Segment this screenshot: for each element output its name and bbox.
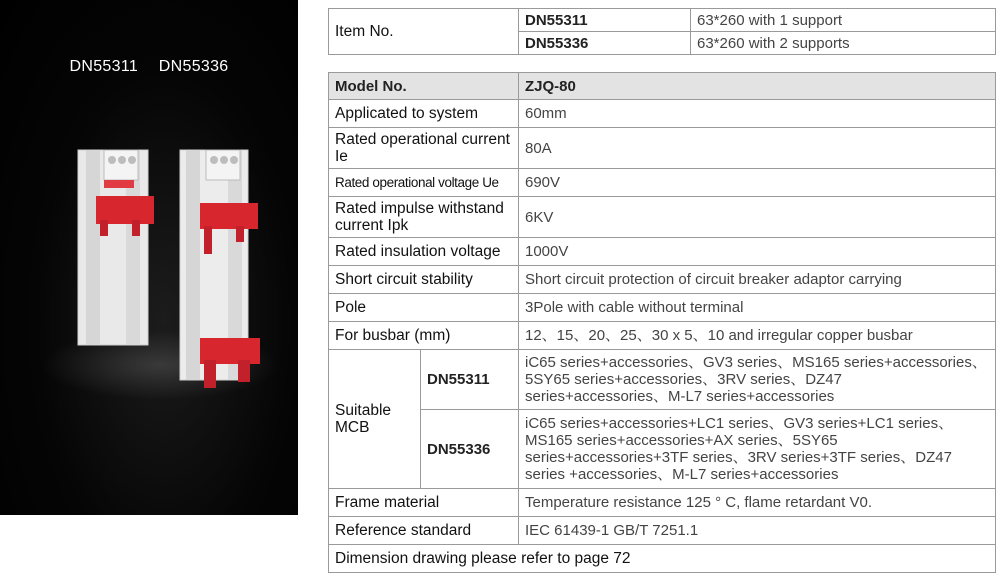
item-code: DN55311 <box>519 9 691 32</box>
table-row <box>329 322 996 350</box>
table-row <box>329 410 996 489</box>
specification-table <box>328 72 996 573</box>
spec-label: Applicated to system <box>329 100 519 128</box>
item-desc: 63*260 with 1 support <box>691 9 996 32</box>
item-number-table <box>328 8 996 55</box>
spec-label: Rated operational current Ie <box>329 128 519 169</box>
model-no-label: Model No. <box>329 73 519 100</box>
table-row <box>329 350 996 410</box>
busbar-adaptor-illustration <box>0 0 298 515</box>
spec-value: 3Pole with cable without terminal <box>519 294 996 322</box>
table-row <box>329 197 996 238</box>
image-code-2: DN55336 <box>158 58 229 75</box>
table-row <box>329 128 996 169</box>
table-row <box>329 73 996 100</box>
frame-material-value: Temperature resistance 125 ° C, flame retardant V0. <box>519 489 996 517</box>
spec-value: 690V <box>519 169 996 197</box>
item-code: DN55336 <box>519 32 691 55</box>
table-row <box>329 294 996 322</box>
table-row <box>329 517 996 545</box>
table-row <box>329 545 996 573</box>
adaptor-dn55311 <box>78 150 154 345</box>
mcb-code: DN55336 <box>421 410 519 489</box>
product-image-panel <box>0 0 298 515</box>
spec-value: 60mm <box>519 100 996 128</box>
spec-label: Rated impulse withstand current Ipk <box>329 197 519 238</box>
mcb-code: DN55311 <box>421 350 519 410</box>
mcb-value: iC65 series+accessories+LC1 series、GV3 series+LC1 series、MS165 series+accessories+AX series、5SY65 series+accessories+3TF series、3RV series+3TF series、DZ47 series +accessories、M-L7 series+accessories <box>519 410 996 489</box>
item-desc: 63*260 with 2 supports <box>691 32 996 55</box>
spec-label: Pole <box>329 294 519 322</box>
spec-label: Rated operational voltage Ue <box>329 169 519 197</box>
reference-standard-value: IEC 61439-1 GB/T 7251.1 <box>519 517 996 545</box>
table-row <box>329 266 996 294</box>
dimension-drawing-note: Dimension drawing please refer to page 72 <box>329 545 996 573</box>
suitable-mcb-label: Suitable MCB <box>329 350 421 489</box>
image-code-1: DN55311 <box>69 58 139 75</box>
mcb-value: iC65 series+accessories、GV3 series、MS165 series+accessories、5SY65 series+accessories、3RV series、DZ47 series+accessories、M-L7 series+accessories <box>519 350 996 410</box>
frame-material-label: Frame material <box>329 489 519 517</box>
spec-label: Short circuit stability <box>329 266 519 294</box>
table-row <box>329 489 996 517</box>
table-row <box>329 169 996 197</box>
table-row <box>329 238 996 266</box>
spec-label: For busbar (mm) <box>329 322 519 350</box>
adaptor-dn55336 <box>180 150 260 388</box>
model-no-value: ZJQ-80 <box>519 73 996 100</box>
item-no-label: Item No. <box>329 9 519 55</box>
spec-value: 6KV <box>519 197 996 238</box>
table-row <box>329 9 996 32</box>
spec-value: 12、15、20、25、30 x 5、10 and irregular copper busbar <box>519 322 996 350</box>
spec-value: 80A <box>519 128 996 169</box>
reference-standard-label: Reference standard <box>329 517 519 545</box>
spec-value: 1000V <box>519 238 996 266</box>
spec-label: Rated insulation voltage <box>329 238 519 266</box>
spec-value: Short circuit protection of circuit breaker adaptor carrying <box>519 266 996 294</box>
table-row <box>329 100 996 128</box>
